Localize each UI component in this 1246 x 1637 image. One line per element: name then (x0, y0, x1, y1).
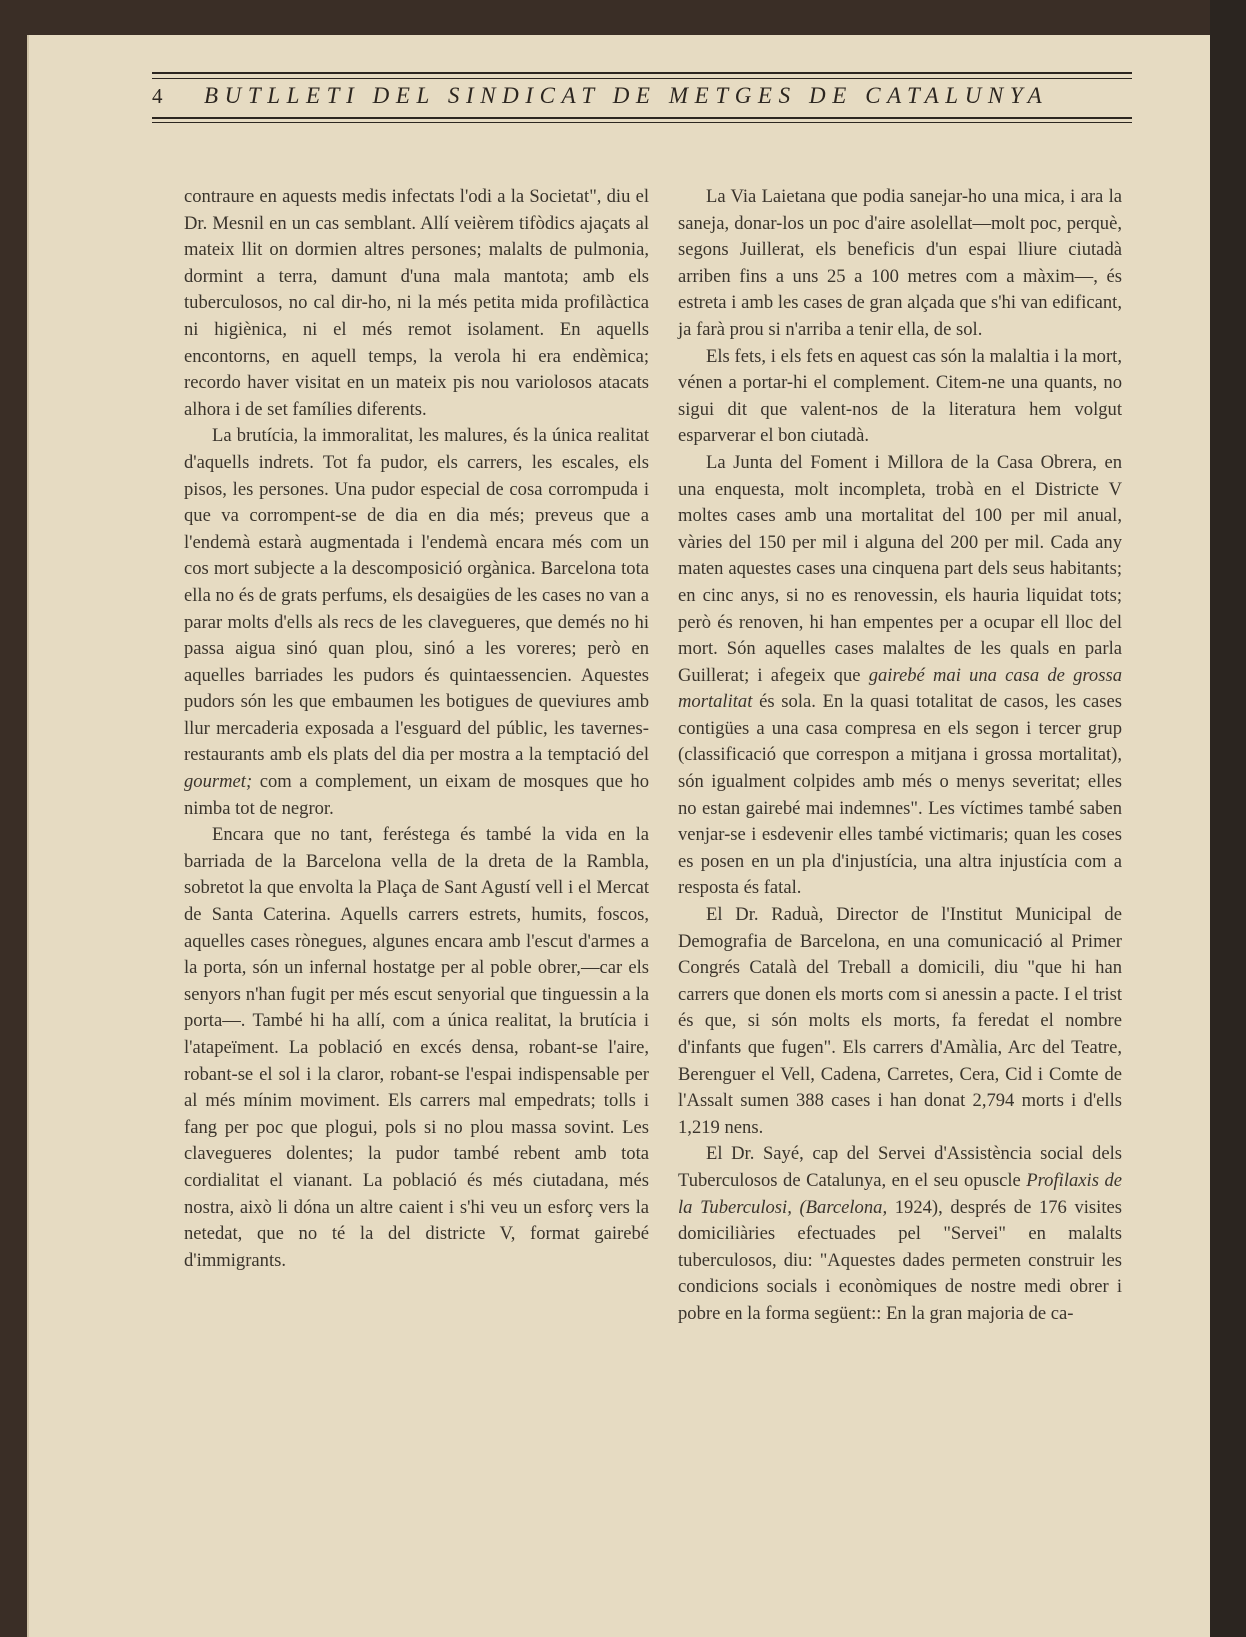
right-paragraph-3 (678, 450, 1122, 902)
running-header (152, 72, 1132, 123)
right-column (678, 184, 1122, 1328)
header-rule-top (152, 72, 1132, 74)
right-paragraph-2: Els fets, i els fets en aquest cas són la malaltia i la mort, vénen a portar-hi el complement. Citem-ne una quants, no sigui dit que valent-nos de la literatura hem volgut esparverar el bon ciutadà. (678, 345, 1122, 447)
header-row (152, 79, 1132, 113)
journal-title: BUTLLETI DEL SINDICAT DE METGES DE CATALUNYA (204, 83, 1049, 108)
left-column (184, 184, 649, 1274)
right-paragraph-4: El Dr. Raduà, Director de l'Institut Municipal de Demografia de Barcelona, en una comunicació al Primer Congrés Català del Treball a domicili, diu "que hi han carrers que donen els morts com si anessin a pacte. I el trist és que, si són molts els morts, fa feredat el nombre d'infants que fugen". Els carrers d'Amàlia, Arc del Teatre, Berenguer el Vell, Cadena, Carretes, Cera, Cid i Comte de l'Assalt sumen 388 cases i han donat 2,794 morts i d'ells 1,219 nens. (678, 904, 1122, 1138)
left-paragraph-2-italic: gourmet; (184, 771, 253, 793)
right-paragraph-1: La Via Laietana que podia sanejar-ho una mica, i ara la saneja, donar-los un poc d'aire asolellat—molt poc, perquè, segons Juillerat, els beneficis d'un espai lliure ciutadà arriben fins a uns 25 a 100 metres com a màxim—, és estreta i amb les cases de gran alçada que s'hi van edificant, ja farà prou si n'arriba a tenir ella, de sol. (678, 186, 1122, 340)
right-paragraph-5-text-a: El Dr. Sayé, cap del Servei d'Assistència social dels Tuberculosos de Catalunya, en el seu opuscle (678, 1143, 1122, 1191)
page-edge (1210, 0, 1246, 1637)
right-paragraph-3-text-a: La Junta del Foment i Millora de la Casa Obrera, en una enquesta, molt incompleta, trobà en el Districte V moltes cases amb una mortalitat del 100 per mil anual, vàries del 150 per mil i alguna del 200 per mil. Cada any maten aquestes cases una cinquena part dels seus habitants; en cinc anys, si no es renovessin, els hauria liquidat tots; però és renoven, hi han empentes per a ocupar ell lloc del mort. Són aquelles cases malaltes de les quals en parla Guillerat; i afegeix que (678, 451, 1122, 686)
page-number: 4 (152, 84, 163, 108)
right-paragraph-3-text-b: és sola. En la quasi totalitat de casos, les cases contigües a una casa compresa en els segon i tercer grup (classificació que correspon a mitjana i grossa mortalitat), són igualment colpides amb més o menys severitat; elles no estan gairebé mai indemnes". Les víctimes també saben venjar-se i esdevenir elles també victimaris; quan les coses es posen en un pla d'injustícia, una altra injustícia com a resposta és fatal. (678, 691, 1122, 899)
header-rule-bottom-thin (152, 122, 1132, 123)
left-paragraph-3: Encara que no tant, feréstega és també la vida en la barriada de la Barcelona vella de la dreta de la Rambla, sobretot la que envolta la Plaça de Sant Agustí vell i el Mercat de Santa Caterina. Aquells carrers estrets, humits, foscos, aquelles cases rònegues, algunes encara amb l'escut d'armes a la porta, són un infernal hostatge per al poble obrer,—car els senyors n'han fugit per més escut senyorial que tinguessin a la porta—. També hi ha allí, com a única realitat, la brutícia i l'atapeïment. La població en excés densa, robant-se l'aire, robant-se el sol i la claror, robant-se l'espai indispensable per al més mínim moviment. Els carrers mal empedrats; tolls i fang per poc que plogui, pols si no plou massa sovint. Les clavegueres dolentes; la pudor també rebent amb tota cordialitat el vianant. La població és més ciutadana, més nostra, això li dóna un altre caient i s'hi veu un esforç vers la netedat, que no té la del districte V, format gairebé d'immigrants. (184, 824, 649, 1271)
left-paragraph-1: contraure en aquests medis infectats l'odi a la Societat", diu el Dr. Mesnil en un cas semblant. Allí veièrem tifòdics ajaçats al mateix llit on dormien altres persones; malalts de pulmonia, dormint a terra, damunt d'una mala mantota; amb els tuberculosos, no cal dir-ho, ni la més petita mida profilàctica ni higiènica, ni el més remot isolament. En aquells encontorns, en aquell temps, la verola hi era endèmica; recordo haver visitat en un mateix pis nou variolosos atacats alhora i de set famílies diferents. (184, 186, 649, 420)
left-paragraph-2 (184, 423, 649, 822)
left-paragraph-2-text-a: La brutícia, la immoralitat, les malures, és la única realitat d'aquells indrets. Tot fa pudor, els carrers, les escales, els pisos, les persones. Una pudor especial de cosa corrompuda i que va corrompent-se de dia en dia més; preveus que a l'endemà estarà augmentada i l'endemà encara més com un cos mort subjecte a la descomposició orgànica. Barcelona tota ella no és de grats perfums, els desaigües de les cases no van a parar molts d'ells als recs de les clavegueres, que demés no hi passa aigua sinó quan plou, sinó a les voreres; però en aquelles barriades les pudors és quintaessencien. Aquestes pudors són les que embaumen les botigues de queviures amb llur mercaderia exposada a l'esguard del públic, les tavernes-restaurants amb els plats del dia per mostra a la temptació del (184, 425, 649, 766)
left-paragraph-2-text-b: com a complement, un eixam de mosques que ho nimba tot de negror. (184, 771, 649, 819)
right-paragraph-3-italic: gairebé mai una casa de grossa mortalitat (678, 664, 1122, 713)
right-paragraph-5 (678, 1141, 1122, 1327)
right-paragraph-5-italic: Profilaxis de la Tuberculosi, (Barcelona, (678, 1169, 1122, 1218)
right-paragraph-5-text-b: 1924), després de 176 visites domiciliàries efectuades pel "Servei" en malalts tuberculosos, diu: "Aquestes dades permeten construir les condicions socials i econòmiques de nostre medi obrer i pobre en la forma següent:: En la gran majoria de ca- (678, 1196, 1122, 1324)
header-rule-bottom (152, 117, 1132, 119)
